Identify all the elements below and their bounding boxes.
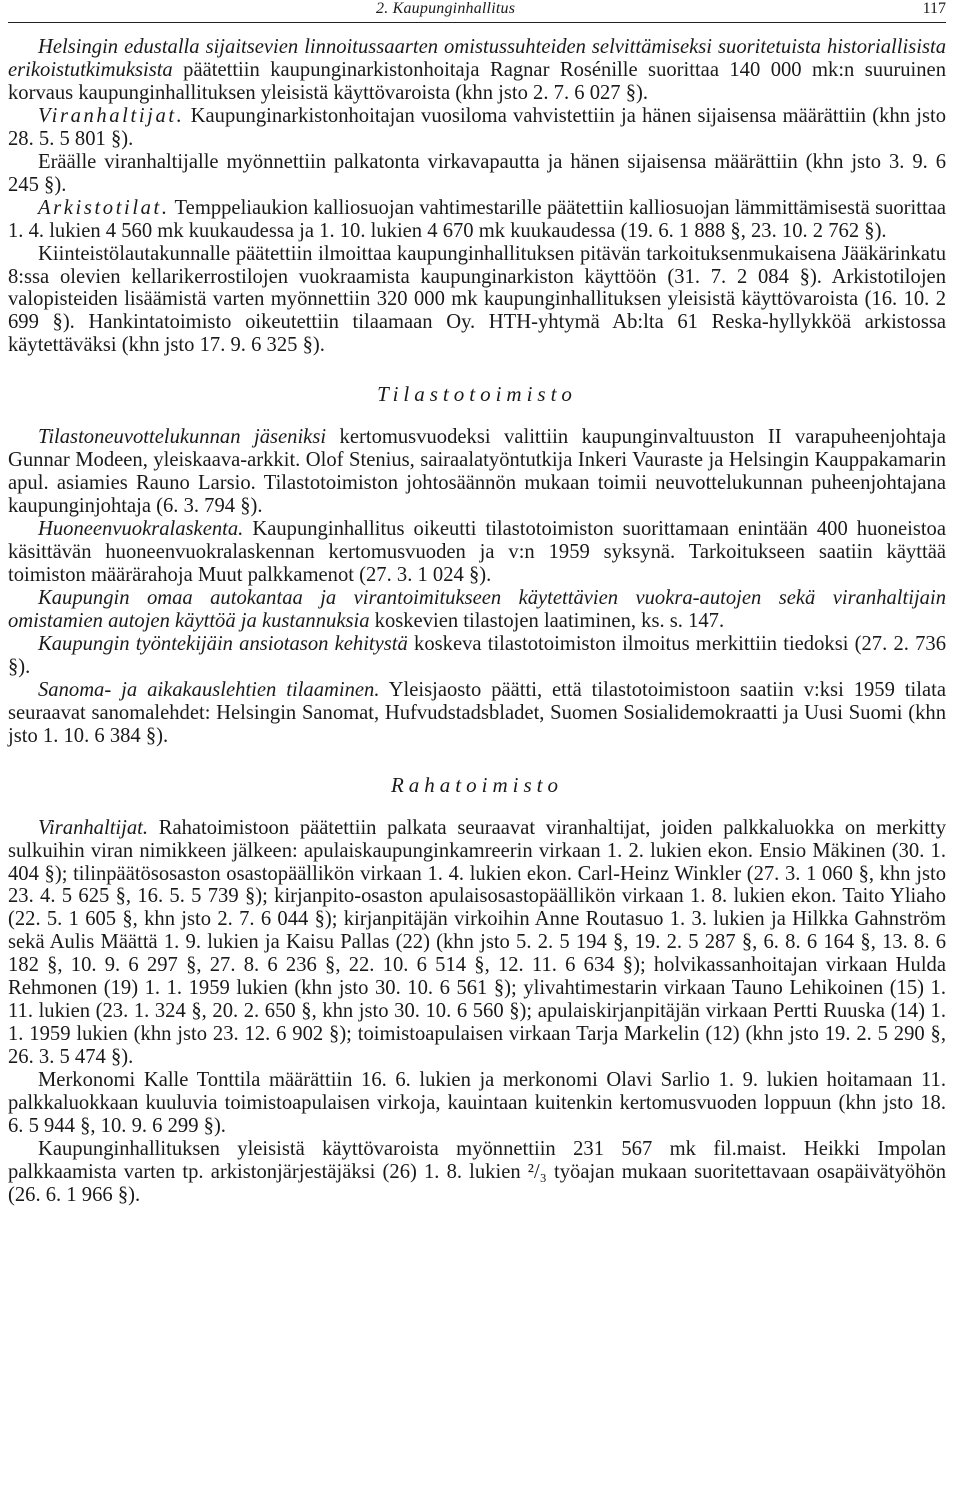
paragraph-lead: Arkistotilat.: [38, 196, 170, 219]
paragraph: [8, 1069, 946, 1138]
paragraph-text: Kaupunginarkistonhoitajan vuosiloma vahvistettiin ja hänen sijaisensa määrättiin (khn jsto 28. 5. 5 801 §).: [8, 104, 946, 150]
paragraph-lead: Huoneenvuokralaskenta.: [38, 518, 244, 541]
paragraph: [8, 1138, 946, 1207]
paragraph-text: kertomusvuodeksi valittiin kaupunginvaltuuston II varapuheenjohtaja Gunnar Modeen, yleiskaava-arkkit. Olof Stenius, sairaalatyöntutkija Inkeri Vauraste ja Helsingin Kauppakamarin apul. asiamies Rauno Larsio. Tilastotoimiston johtosäännön mukaan toimii neuvottelukunnan puheenjohtajana kaupunginjohtaja (6. 3. 794 §).: [8, 426, 946, 518]
heading-rahatoimisto: Rahatoimisto: [390, 772, 563, 797]
paragraph-text: Rahatoimistoon päätettiin palkata seuraavat viranhaltijat, joiden palkkaluokka on merkitty sulkuihin viran nimikkeen jälkeen: apulaiskaupunginkamreerin virkaan 1. 2. lukien ekon. Ensio Mäkinen (30. 1. 404 §); tilinpäätösosaston osastopäällikön virkaan 1. 4. lukien ekon. Carl-Heinz Winkler (27. 3. 1 060 §, khn jsto 23. 4. 5 625 §, 16. 5. 5 739 §); kirjanpito-osaston apulaisosastopäällikön virkaan 1. 8. lukien ekon. Taito Yliaho (22. 5. 1 605 §, khn jsto 2. 7. 6 044 §); kirjanpitäjän virkoihin Anne Routasuo 1. 3. lukien ja Hilkka Gahnström sekä Aulis Määttä 1. 9. lukien ja Kaisu Pallas (22) (khn jsto 5. 2. 5 194 §, 19. 2. 5 287 §, 6. 8. 6 164 §, 13. 8. 6 182 §, 10. 9. 6 297 §, 27. 8. 6 236 §, 22. 10. 6 514 §, 12. 11. 6 634 §); holvikassanhoitajan virkaan Hulda Rehmonen (19) 1. 1. 1959 lukien (khn jsto 30. 10. 6 561 §); ylivahtimestarin virkaan Tauno Lehikoinen (15) 1. 11. lukien (23. 1. 324 §, 20. 2. 650 §, khn jsto 30. 10. 6 560 §); apulaiskirjanpitäjän virkaan Pertti Ruuska (14) 1. 1. 1959 lukien (khn jsto 23. 12. 6 902 §); toimistoapulaisen virkaan Tarja Markelin (12) (khn jsto 19. 2. 5 290 §, 26. 3. 5 474 §).: [8, 816, 946, 1069]
paragraph-lead: Viranhaltijat.: [38, 104, 185, 127]
paragraph: [8, 105, 946, 151]
running-header: [8, 0, 946, 18]
paragraph-lead: Tilastoneuvottelukunnan jäseniksi: [38, 426, 327, 449]
paragraph: [8, 518, 946, 587]
header-rule: [8, 22, 946, 23]
paragraph-text: koskevien tilastojen laatiminen, ks. s. 147.: [369, 609, 725, 632]
paragraph-lead: Kaupungin työntekijäin ansiotason kehitystä: [38, 632, 408, 655]
paragraph: [8, 151, 946, 197]
body-text: [8, 36, 946, 1207]
paragraph: [8, 633, 946, 679]
paragraph: [8, 197, 946, 243]
arkisto-section: [8, 36, 946, 357]
paragraph: [8, 36, 946, 105]
page-number: 117: [922, 0, 946, 17]
paragraph: [8, 587, 946, 633]
paragraph-text: Kiinteistölautakunnalle päätettiin ilmoittaa kaupunginhallituksen pitävän tarkoituksenmukaisena Jääkärinkatu 8:ssa olevien kellarikerrostilojen vuokraamista kaupunginarkiston käyttöön (31. 7. 2 084 §). Arkistotilojen valopisteiden lisäämistä varten myönnettiin 320 000 mk kaupunginhallituksen yleisistä käyttövaroista (16. 10. 2 699 §). Hankintatoimisto oikeutettiin tilaamaan Oy. HTH-yhtymä Ab:lta 61 Reska-hyllykköä arkistossa käytettäväksi (khn jsto 17. 9. 6 325 §).: [8, 242, 946, 357]
paragraph: [8, 426, 946, 518]
paragraph-lead: Kaupungin omaa autokantaa ja virantoimitukseen käytettävien vuokra-autojen sekä viranhaltijain omistamien autojen käyttöä ja kustannuksia: [8, 586, 946, 632]
paragraph-text: Kaupunginhallitus oikeutti tilastotoimiston suorittamaan enintään 400 huoneistoa käsittävän huoneenvuokralaskennan kertomusvuoden ja v:n 1959 syksynä. Tarkoitukseen saatiin käyttää toimiston määrärahoja Muut palkkamenot (27. 3. 1 024 §).: [8, 518, 946, 587]
tilastotoimisto-section: [8, 426, 946, 747]
paragraph-text: Kaupunginhallituksen yleisistä käyttövaroista myönnettiin 231 567 mk fil.maist. Heikki Impolan palkkaamista varten tp. arkistonjärjestäjäksi (26) 1. 8. lukien ²/₃ työajan mukaan suoritettavaan osapäivätyöhön (26. 6. 1 966 §).: [8, 1137, 946, 1206]
paragraph: [8, 243, 946, 358]
rahatoimisto-section: [8, 817, 946, 1207]
section-title: 2. Kaupunginhallitus: [376, 0, 516, 17]
paragraph: [8, 817, 946, 1069]
paragraph-text: Yleisjaosto päätti, että tilastotoimistoon saatiin v:ksi 1959 tilata seuraavat sanomalehdet: Helsingin Sanomat, Hufvudstadsbladet, Suomen Sosialidemokraatti ja Uusi Suomi (khn jsto 1. 10. 6 384 §).: [8, 678, 946, 747]
paragraph-lead: Viranhaltijat.: [38, 816, 149, 839]
paragraph-text: Temppeliaukion kalliosuojan vahtimestarille päätettiin kalliosuojan lämmittämisestä suorittaa 1. 4. lukien 4 560 mk kuukaudessa ja 1. 10. lukien 4 670 mk kuukaudessa (19. 6. 1 888 §, 23. 10. 2 762 §).: [8, 196, 946, 242]
paragraph-text: päätettiin kaupunginarkistonhoitaja Ragnar Rosénille suorittaa 140 000 mk:n suuruinen korvaus kaupunginhallituksen yleisistä käyttövaroista (khn jsto 2. 7. 6 027 §).: [8, 58, 946, 104]
paragraph-lead: Sanoma- ja aikakauslehtien tilaaminen.: [38, 678, 380, 701]
paragraph-text: Eräälle viranhaltijalle myönnettiin palkatonta virkavapautta ja hänen sijaisensa määrättiin (khn jsto 3. 9. 6 245 §).: [8, 150, 946, 196]
paragraph-lead: Helsingin edustalla sijaitsevien linnoitussaarten omistussuhteiden selvittämiseksi suoritetuista historiallisista erikoistutkimuksista: [8, 36, 946, 81]
paragraph: [8, 679, 946, 748]
paragraph-text: Merkonomi Kalle Tonttila määrättiin 16. 6. lukien ja merkonomi Olavi Sarlio 1. 9. lukien hoitamaan 11. palkkaluokkaan kuuluvia toimistoapulaisen virkoja, kauintaan kuitenkin kertomusvuoden loppuun (khn jsto 18. 6. 5 944 §, 10. 9. 6 299 §).: [8, 1069, 946, 1137]
document-page: [8, 0, 946, 1206]
heading-tilastotoimisto: Tilastotoimisto: [377, 382, 577, 407]
paragraph-text: koskeva tilastotoimiston ilmoitus merkittiin tiedoksi (27. 2. 736 §).: [8, 632, 946, 678]
